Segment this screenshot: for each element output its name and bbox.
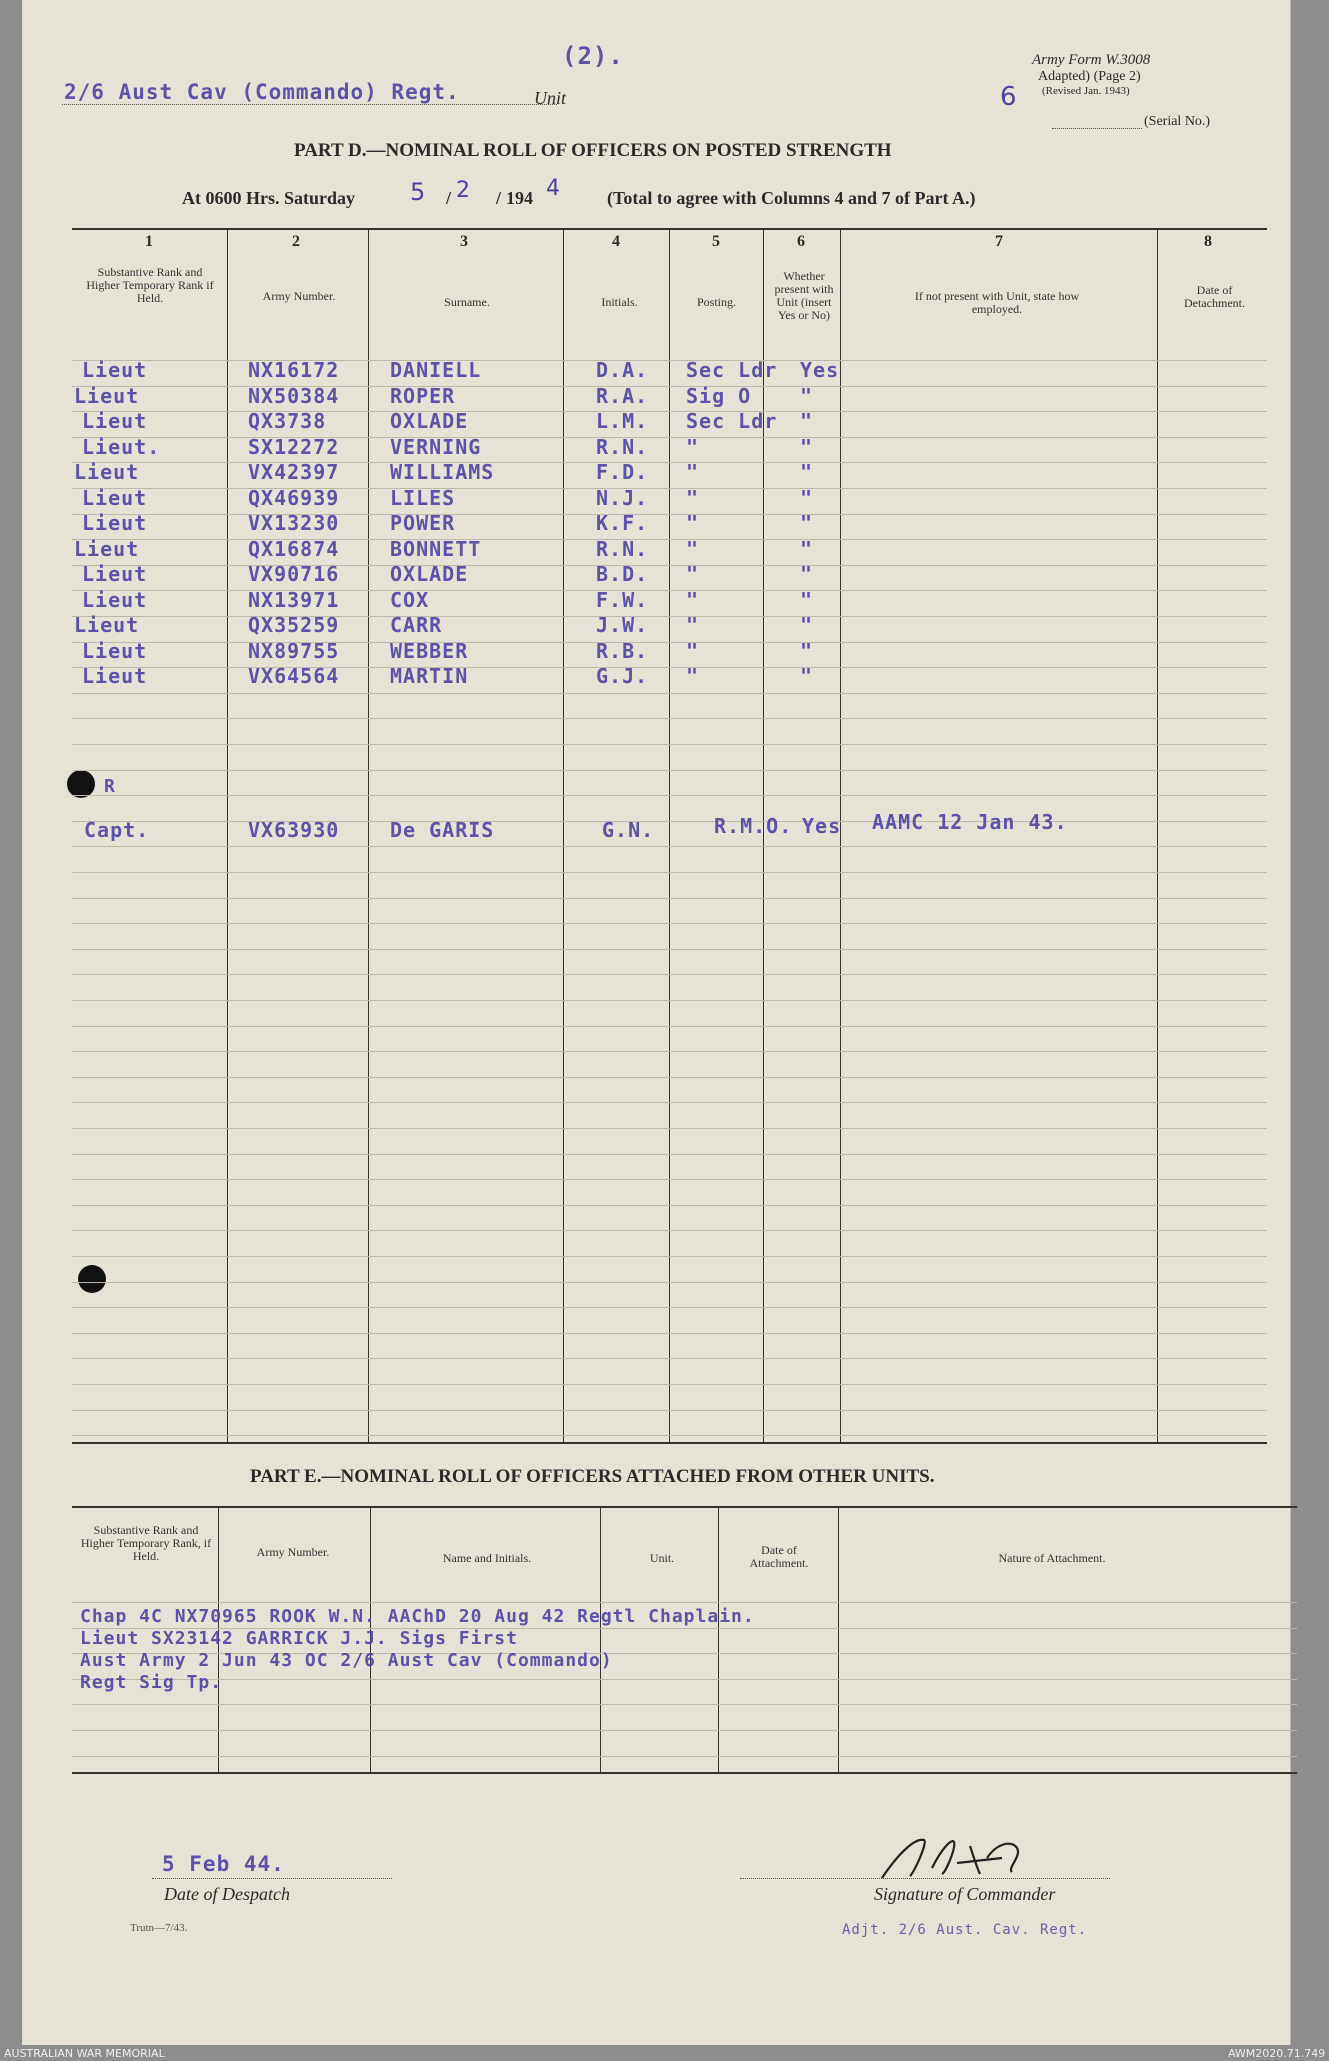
despatch-label: Date of Despatch: [164, 1884, 290, 1904]
cell-rank: Lieut: [82, 562, 148, 586]
commander-signature: [862, 1828, 1082, 1888]
ruled-line: [72, 1704, 1297, 1705]
ruled-line: [72, 974, 1267, 975]
ruled-line: [72, 1602, 1297, 1603]
cell-initials: J.W.: [596, 613, 649, 637]
cell-number: SX12272: [248, 434, 340, 459]
ruled-line: [72, 846, 1267, 847]
cell-posting: ": [686, 562, 700, 586]
cell-number: QX3738: [248, 409, 327, 433]
cell-rank: Lieut: [82, 587, 148, 612]
cell-posting: ": [686, 536, 700, 561]
despatch-dotline: [152, 1878, 392, 1879]
cell-posting: ": [686, 638, 700, 663]
cell-number: QX46939: [248, 485, 340, 510]
cell-surname: POWER: [390, 511, 456, 535]
at-year-digit: 4: [546, 176, 560, 201]
cell-number: VX63930: [248, 818, 340, 842]
cell-surname: OXLADE: [390, 562, 469, 586]
cell-rank: Lieut: [74, 383, 140, 408]
cell-present: ": [800, 562, 814, 586]
cell-surname: COX: [390, 587, 430, 612]
ruled-line: [72, 1282, 1267, 1283]
part-d-title: PART D.—NOMINAL ROLL OF OFFICERS ON POSTED STRENGTH: [294, 140, 892, 161]
ruled-line: [72, 1154, 1267, 1155]
cell-number: NX89755: [248, 638, 340, 663]
col-divider-1: [227, 228, 228, 1442]
cell-rank: Lieut: [74, 536, 140, 561]
ruled-line: [72, 1179, 1267, 1180]
cell-initials: F.D.: [596, 460, 649, 484]
col-divider-2: [368, 228, 369, 1442]
part-e-line: Aust Army 2 Jun 43 OC 2/6 Aust Cav (Commando): [80, 1650, 613, 1671]
cell-posting: ": [686, 613, 700, 637]
cell-present: ": [800, 587, 814, 612]
ruled-line: [72, 744, 1267, 745]
cell-number: QX35259: [248, 613, 340, 637]
cell-present: ": [800, 613, 814, 637]
header-present: Whether present with Unit (insert Yes or No): [774, 269, 834, 322]
cell-rank: Lieut: [82, 664, 148, 688]
cell-initials: B.D.: [596, 562, 649, 586]
at-line-suffix: (Total to agree with Columns 4 and 7 of Part A.): [607, 188, 976, 208]
cell-surname: LILES: [390, 485, 456, 510]
cell-posting: Sig O: [686, 383, 752, 408]
col-divider-3: [563, 228, 564, 1442]
cell-present: ": [800, 460, 814, 484]
part-e-line: Chap 4C NX70965 ROOK W.N. AAChD 20 Aug 42 Regtl Chaplain.: [80, 1606, 755, 1627]
cell-rank: Lieut: [74, 613, 140, 637]
cell-initials: R.A.: [596, 383, 649, 408]
cell-number: NX16172: [248, 358, 340, 382]
part-e-divider-4: [718, 1506, 719, 1772]
serial-handwritten: 6: [1000, 82, 1017, 112]
ruled-line: [72, 1435, 1267, 1436]
cell-initials: G.N.: [602, 818, 655, 842]
cell-number: VX90716: [248, 562, 340, 586]
cell-surname: ROPER: [390, 383, 456, 408]
cell-initials: F.W.: [596, 587, 649, 612]
cell-initials: R.N.: [596, 434, 649, 459]
at-month: 2: [456, 178, 470, 203]
ruled-line: [72, 770, 1267, 771]
cell-number: NX13971: [248, 587, 340, 612]
col-num-3: 3: [460, 233, 468, 250]
part-e-header-army-number: Army Number.: [256, 1545, 330, 1559]
header-employed: If not present with Unit, state how employed.: [914, 289, 1080, 316]
page-mark: (2).: [562, 42, 624, 70]
cell-posting: ": [686, 485, 700, 510]
col-num-4: 4: [612, 233, 620, 250]
part-e-line: Lieut SX23142 GARRICK J.J. Sigs First: [80, 1628, 518, 1649]
cell-number: NX50384: [248, 383, 340, 408]
part-e-line: Regt Sig Tp.: [80, 1672, 223, 1693]
cell-surname: MARTIN: [390, 664, 469, 688]
ruled-line: [72, 1307, 1267, 1308]
cell-employed: AAMC 12 Jan 43.: [872, 810, 1068, 834]
ruled-line: [72, 1333, 1267, 1334]
ruled-line: [72, 1384, 1267, 1385]
cell-present: Yes: [802, 814, 842, 838]
cell-surname: DANIELL: [390, 358, 482, 382]
cell-posting: ": [686, 587, 700, 612]
cell-present: ": [800, 638, 814, 663]
ruled-line: [72, 1102, 1267, 1103]
cell-present: ": [800, 664, 814, 688]
archive-id: AWM2020.71.749: [1228, 2047, 1326, 2060]
at-day: 5: [410, 178, 426, 206]
ruled-line: [72, 693, 1267, 694]
cell-rank: Lieut: [74, 460, 140, 484]
ruled-line: [72, 1000, 1267, 1001]
cell-initials: N.J.: [596, 485, 649, 510]
part-e-title: PART E.—NOMINAL ROLL OF OFFICERS ATTACHED FROM OTHER UNITS.: [250, 1466, 935, 1487]
cell-initials: D.A.: [596, 358, 649, 382]
cell-present: ": [800, 536, 814, 561]
form-adapted: Adapted) (Page 2): [1038, 69, 1141, 84]
cell-surname: CARR: [390, 613, 443, 637]
header-detachment: Date of Detachment.: [1184, 283, 1245, 310]
cell-number: VX64564: [248, 664, 340, 688]
punch-hole-top: [67, 770, 95, 798]
cell-initials: R.B.: [596, 638, 649, 663]
ruled-line: [72, 1051, 1267, 1052]
col-divider-7: [1157, 228, 1158, 1442]
cell-posting: R.M.O.: [714, 814, 793, 838]
part-e-header-nature: Nature of Attachment.: [998, 1551, 1106, 1565]
cell-initials: R.N.: [596, 536, 649, 561]
cell-surname: WILLIAMS: [390, 460, 495, 484]
ruled-line: [72, 923, 1267, 924]
header-rank: Substantive Rank and Higher Temporary Rank if Held.: [86, 265, 214, 305]
ruled-line: [72, 1679, 1297, 1680]
at-sep-1: /: [446, 188, 452, 208]
col-num-8: 8: [1204, 233, 1212, 250]
ruled-line: [72, 1230, 1267, 1231]
serial-label: (Serial No.): [1144, 114, 1211, 129]
part-d-bottom-border: [72, 1442, 1267, 1444]
ruled-line: [72, 898, 1267, 899]
ruled-line: [72, 795, 1267, 796]
col-num-7: 7: [995, 233, 1003, 250]
part-e-header-unit: Unit.: [649, 1551, 675, 1565]
header-posting: Posting.: [696, 295, 736, 309]
col-num-1: 1: [145, 233, 153, 250]
cell-initials: G.J.: [596, 664, 649, 688]
part-e-header-rank: Substantive Rank and Higher Temporary Rank, if Held.: [80, 1523, 212, 1563]
part-e-header-name: Name and Initials.: [442, 1551, 532, 1565]
cell-surname: De GARIS: [390, 818, 495, 842]
cell-initials: L.M.: [596, 409, 649, 433]
ruled-line: [72, 1077, 1267, 1078]
cell-number: VX13230: [248, 511, 340, 535]
col-divider-4: [669, 228, 670, 1442]
at-sep-2: /: [496, 188, 502, 208]
cell-posting: ": [686, 434, 700, 459]
extra-mark: R: [104, 776, 116, 797]
cell-rank: Lieut: [82, 638, 148, 663]
cell-rank: Capt.: [84, 818, 150, 842]
ruled-line: [72, 1128, 1267, 1129]
part-e-top-border: [72, 1506, 1297, 1508]
cell-present: ": [800, 485, 814, 510]
ruled-line: [72, 1410, 1267, 1411]
col-num-6: 6: [797, 233, 805, 250]
unit-label: Unit: [534, 88, 567, 108]
header-army-number: Army Number.: [262, 289, 336, 303]
cell-surname: VERNING: [390, 434, 482, 459]
ruled-line: [72, 1205, 1267, 1206]
ruled-line: [72, 1730, 1297, 1731]
cell-rank: Lieut: [82, 358, 148, 382]
adjutant-stamp: Adjt. 2/6 Aust. Cav. Regt.: [842, 1922, 1088, 1938]
part-e-bottom-border: [72, 1772, 1297, 1774]
col-num-2: 2: [292, 233, 300, 250]
ruled-line: [72, 1256, 1267, 1257]
archive-label: AUSTRALIAN WAR MEMORIAL: [4, 2047, 165, 2060]
at-line-prefix: At 0600 Hrs. Saturday: [182, 188, 356, 208]
cell-present: ": [800, 409, 814, 433]
ruled-line: [72, 949, 1267, 950]
form-number: Army Form W.3008: [1032, 52, 1151, 68]
col-num-5: 5: [712, 233, 720, 250]
part-e-divider-3: [600, 1506, 601, 1772]
ruled-line: [72, 1756, 1297, 1757]
cell-present: ": [800, 434, 814, 459]
cell-number: VX42397: [248, 460, 340, 484]
cell-present: ": [800, 383, 814, 408]
part-e-divider-5: [838, 1506, 839, 1772]
unit-typed: 2/6 Aust Cav (Commando) Regt.: [64, 80, 460, 104]
cell-present: Yes: [800, 358, 840, 382]
form-sheet: [22, 0, 1291, 2045]
unit-dotline: [62, 104, 557, 105]
cell-present: ": [800, 511, 814, 535]
cell-posting: ": [686, 460, 700, 484]
cell-surname: BONNETT: [390, 536, 482, 561]
at-year-prefix: 194: [506, 188, 533, 208]
cell-surname: OXLADE: [390, 409, 469, 433]
serial-dotline: [1052, 128, 1142, 129]
ruled-line: [72, 1026, 1267, 1027]
part-e-header-date: Date of Attachment.: [749, 1543, 809, 1570]
signature-dotline: [740, 1878, 1110, 1879]
form-revised: (Revised Jan. 1943): [1042, 85, 1130, 97]
cell-rank: Lieut: [82, 409, 148, 433]
ruled-line: [72, 1358, 1267, 1359]
cell-rank: Lieut: [82, 511, 148, 535]
ruled-line: [72, 872, 1267, 873]
header-initials: Initials.: [601, 295, 638, 309]
cell-rank: Lieut: [82, 485, 148, 510]
ruled-line: [72, 718, 1267, 719]
signature-label: Signature of Commander: [874, 1884, 1056, 1904]
cell-posting: ": [686, 664, 700, 688]
cell-number: QX16874: [248, 536, 340, 561]
cell-initials: K.F.: [596, 511, 649, 535]
cell-posting: ": [686, 511, 700, 535]
despatch-date: 5 Feb 44.: [162, 1852, 285, 1876]
punch-hole-bottom: [78, 1265, 106, 1293]
cell-surname: WEBBER: [390, 638, 469, 663]
cell-posting: Sec Ldr: [686, 358, 778, 382]
cell-rank: Lieut.: [82, 434, 161, 459]
header-surname: Surname.: [444, 295, 490, 309]
cell-posting: Sec Ldr: [686, 409, 778, 433]
print-code: Trutn—7/43.: [130, 1922, 188, 1934]
